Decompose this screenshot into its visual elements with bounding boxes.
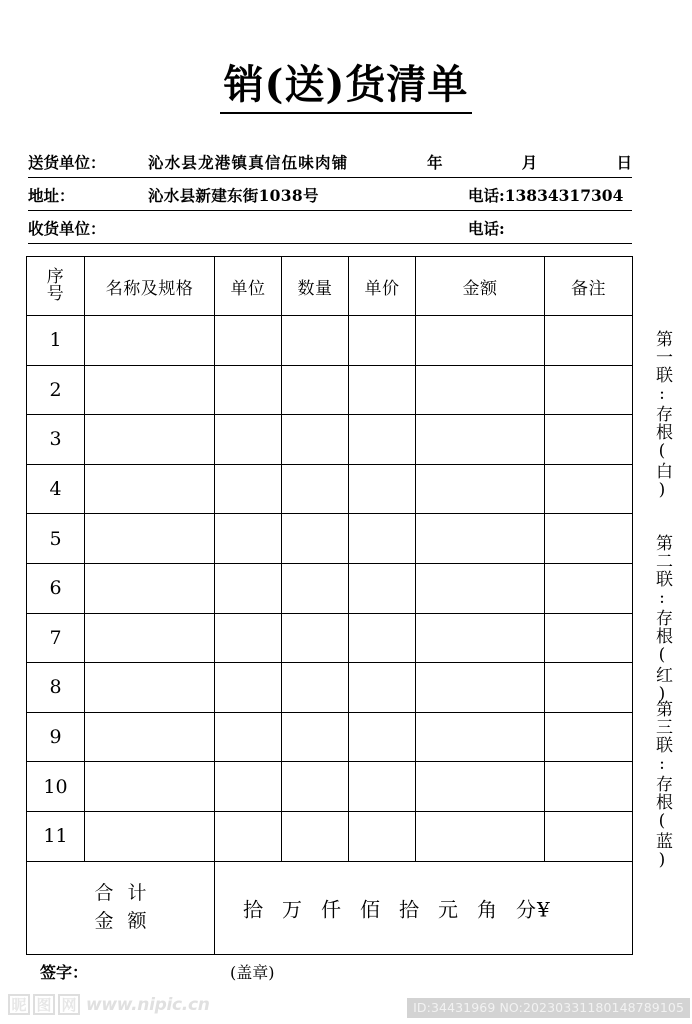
cell-note[interactable] <box>545 762 633 812</box>
watermark-char-2: 图 <box>33 994 55 1015</box>
cell-name[interactable] <box>85 464 215 514</box>
cell-amt[interactable] <box>416 663 545 713</box>
address-label: 地址： <box>28 186 75 205</box>
row-seq-number: 4 <box>27 464 85 514</box>
amount-unit-jiao: 角 <box>477 897 497 922</box>
column-header-seq <box>27 257 85 316</box>
column-header-price: 单价 <box>349 257 416 316</box>
column-header-note: 备注 <box>545 257 633 316</box>
receiver-phone-label: 电话: <box>468 219 505 238</box>
total-amount-cell[interactable] <box>215 861 633 954</box>
cell-unit[interactable] <box>215 514 282 564</box>
cell-amt[interactable] <box>416 464 545 514</box>
cell-note[interactable] <box>545 365 633 415</box>
cell-amt[interactable] <box>416 762 545 812</box>
column-header-name: 名称及规格 <box>85 257 215 316</box>
cell-name[interactable] <box>85 514 215 564</box>
cell-unit[interactable] <box>215 415 282 465</box>
cell-name[interactable] <box>85 663 215 713</box>
cell-price[interactable] <box>349 365 416 415</box>
cell-note[interactable] <box>545 811 633 861</box>
supplier-phone-value[interactable]: 电话:13834317304 <box>468 186 624 205</box>
cell-amt[interactable] <box>416 514 545 564</box>
signature-label[interactable]: 签字： <box>40 963 89 982</box>
table-row <box>27 563 633 613</box>
total-label-line2: 金 额 <box>94 909 151 932</box>
cell-qty[interactable] <box>282 762 349 812</box>
page-title: 销(送)货清单 <box>220 62 473 114</box>
cell-name[interactable] <box>85 563 215 613</box>
line-items-table <box>26 256 633 955</box>
copy-label-second: 第二联:存根(红) <box>652 534 672 705</box>
cell-qty[interactable] <box>282 811 349 861</box>
amount-unit-bai: 佰 <box>360 897 380 922</box>
receiver-field-row <box>28 214 632 244</box>
column-header-seq-char2: 号 <box>46 284 65 304</box>
cell-note[interactable] <box>545 563 633 613</box>
cell-unit[interactable] <box>215 762 282 812</box>
table-row <box>27 811 633 861</box>
cell-unit[interactable] <box>215 563 282 613</box>
cell-qty[interactable] <box>282 464 349 514</box>
column-header-unit: 单位 <box>215 257 282 316</box>
amount-unit-scale <box>243 893 550 922</box>
table-row <box>27 316 633 366</box>
cell-unit[interactable] <box>215 663 282 713</box>
column-header-amount: 金额 <box>416 257 545 316</box>
cell-name[interactable] <box>85 316 215 366</box>
cell-name[interactable] <box>85 811 215 861</box>
cell-note[interactable] <box>545 316 633 366</box>
table-row <box>27 762 633 812</box>
supplier-label: 送货单位： <box>28 153 106 172</box>
table-row <box>27 663 633 713</box>
cell-price[interactable] <box>349 663 416 713</box>
cell-unit[interactable] <box>215 811 282 861</box>
cell-price[interactable] <box>349 514 416 564</box>
page-title-wrapper <box>0 62 692 114</box>
cell-price[interactable] <box>349 316 416 366</box>
cell-qty[interactable] <box>282 563 349 613</box>
row-seq-number: 7 <box>27 613 85 663</box>
receiver-label: 收货单位： <box>28 219 106 238</box>
cell-name[interactable] <box>85 415 215 465</box>
cell-qty[interactable] <box>282 415 349 465</box>
site-watermark <box>8 994 210 1015</box>
cell-qty[interactable] <box>282 613 349 663</box>
cell-amt[interactable] <box>416 316 545 366</box>
amount-unit-shiwan: 拾 <box>243 897 263 922</box>
cell-unit[interactable] <box>215 613 282 663</box>
cell-price[interactable] <box>349 464 416 514</box>
table-row <box>27 415 633 465</box>
address-value[interactable]: 沁水县新建东街1038号 <box>148 186 319 205</box>
seal-label: (盖章) <box>230 963 275 982</box>
amount-unit-fen: 分 <box>516 897 536 922</box>
cell-qty[interactable] <box>282 365 349 415</box>
cell-qty[interactable] <box>282 514 349 564</box>
cell-name[interactable] <box>85 613 215 663</box>
copy-label-first: 第一联:存根(白) <box>652 330 672 501</box>
watermark-char-1: 昵 <box>8 994 30 1015</box>
watermark-id-text: ID:34431969 NO:20230331180148789105 <box>407 998 690 1018</box>
cell-name[interactable] <box>85 365 215 415</box>
amount-unit-qian: 仟 <box>321 897 341 922</box>
date-month-label: 月 <box>521 153 538 172</box>
row-seq-number: 10 <box>27 762 85 812</box>
watermark-char-3: 网 <box>58 994 80 1015</box>
date-year-label: 年 <box>427 153 443 172</box>
cell-note[interactable] <box>545 712 633 762</box>
cell-price[interactable] <box>349 712 416 762</box>
amount-unit-wan: 万 <box>282 897 302 922</box>
cell-qty[interactable] <box>282 316 349 366</box>
total-row <box>27 861 633 954</box>
table-row <box>27 464 633 514</box>
row-seq-number: 11 <box>27 811 85 861</box>
total-label-line1: 合 计 <box>94 881 151 904</box>
table-row <box>27 613 633 663</box>
address-field-row <box>28 181 632 211</box>
table-body <box>27 316 633 862</box>
cell-unit[interactable] <box>215 316 282 366</box>
row-seq-number: 3 <box>27 415 85 465</box>
cell-amt[interactable] <box>416 613 545 663</box>
supplier-value[interactable]: 沁水县龙港镇真信伍味肉铺 <box>148 153 349 172</box>
watermark-url: www.nipic.cn <box>86 994 210 1015</box>
cell-unit[interactable] <box>215 712 282 762</box>
amount-unit-yuan: 元 <box>438 897 458 922</box>
table-row <box>27 514 633 564</box>
row-seq-number: 6 <box>27 563 85 613</box>
cell-qty[interactable] <box>282 712 349 762</box>
cell-price[interactable] <box>349 415 416 465</box>
cell-unit[interactable] <box>215 464 282 514</box>
cell-price[interactable] <box>349 613 416 663</box>
supplier-field-row <box>28 148 632 178</box>
cell-amt[interactable] <box>416 365 545 415</box>
cell-unit[interactable] <box>215 365 282 415</box>
cell-note[interactable] <box>545 514 633 564</box>
row-seq-number: 5 <box>27 514 85 564</box>
row-seq-number: 1 <box>27 316 85 366</box>
cell-amt[interactable] <box>416 712 545 762</box>
column-header-seq-char1: 序 <box>46 266 65 287</box>
cell-price[interactable] <box>349 811 416 861</box>
total-amount-label <box>27 861 215 954</box>
row-seq-number: 9 <box>27 712 85 762</box>
cell-amt[interactable] <box>416 563 545 613</box>
cell-note[interactable] <box>545 663 633 713</box>
table-row <box>27 712 633 762</box>
amount-unit-shi: 拾 <box>399 897 419 922</box>
cell-name[interactable] <box>85 712 215 762</box>
date-field[interactable] <box>427 151 632 173</box>
cell-note[interactable] <box>545 464 633 514</box>
cell-name[interactable] <box>85 762 215 812</box>
table-row <box>27 365 633 415</box>
cell-note[interactable] <box>545 613 633 663</box>
cell-amt[interactable] <box>416 415 545 465</box>
table-header-row <box>27 257 633 316</box>
column-header-qty: 数量 <box>282 257 349 316</box>
cell-price[interactable] <box>349 762 416 812</box>
watermark-brand-icon <box>8 994 80 1015</box>
row-seq-number: 2 <box>27 365 85 415</box>
copy-label-third: 第三联:存根(蓝) <box>652 700 672 871</box>
date-day-label: 日 <box>616 153 632 172</box>
currency-symbol-icon: ¥ <box>537 897 550 922</box>
cell-price[interactable] <box>349 563 416 613</box>
cell-note[interactable] <box>545 415 633 465</box>
cell-amt[interactable] <box>416 811 545 861</box>
row-seq-number: 8 <box>27 663 85 713</box>
cell-qty[interactable] <box>282 663 349 713</box>
